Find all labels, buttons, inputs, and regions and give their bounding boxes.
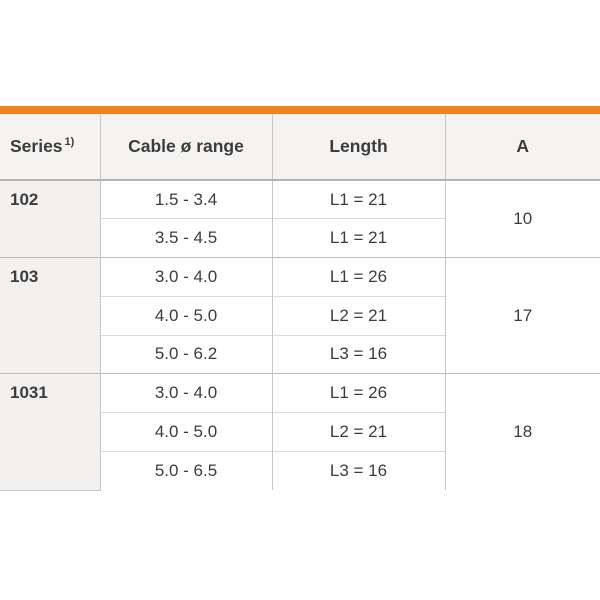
cable-range-cell: 3.5 - 4.5	[100, 219, 272, 258]
header-row	[0, 114, 600, 180]
table-row	[0, 258, 600, 297]
table-row	[0, 180, 600, 219]
a-cell: 18	[445, 374, 600, 490]
cable-range-cell: 4.0 - 5.0	[100, 296, 272, 335]
cable-range-cell: 3.0 - 4.0	[100, 374, 272, 413]
a-cell: 17	[445, 258, 600, 374]
column-header-series	[0, 114, 100, 180]
length-cell: L1 = 21	[272, 180, 445, 219]
length-cell: L2 = 21	[272, 413, 445, 452]
cable-gland-spec-table	[0, 114, 600, 491]
length-cell: L1 = 26	[272, 258, 445, 297]
column-header-cable-range: Cable ø range	[100, 114, 272, 180]
column-header-length: Length	[272, 114, 445, 180]
length-cell: L3 = 16	[272, 335, 445, 374]
series-value: 103	[10, 267, 39, 286]
series-value: 1031	[10, 383, 48, 403]
series-cell	[0, 374, 100, 490]
cable-range-cell: 5.0 - 6.2	[100, 335, 272, 374]
series-cell	[0, 258, 100, 374]
cable-range-cell: 5.0 - 6.5	[100, 451, 272, 490]
cable-range-cell: 1.5 - 3.4	[100, 180, 272, 219]
brand-accent-bar	[0, 106, 600, 114]
length-cell: L1 = 26	[272, 374, 445, 413]
series-header-label: Series	[10, 136, 63, 156]
length-cell: L3 = 16	[272, 451, 445, 490]
cable-range-cell: 3.0 - 4.0	[100, 258, 272, 297]
cable-range-cell: 4.0 - 5.0	[100, 413, 272, 452]
length-cell: L2 = 21	[272, 296, 445, 335]
series-cell	[0, 180, 100, 258]
series-value: 102	[10, 190, 39, 209]
footnote-marker: 1)	[64, 136, 75, 149]
column-header-a: A	[445, 114, 600, 180]
length-cell: L1 = 21	[272, 219, 445, 258]
a-cell: 10	[445, 180, 600, 258]
table-row	[0, 374, 600, 413]
